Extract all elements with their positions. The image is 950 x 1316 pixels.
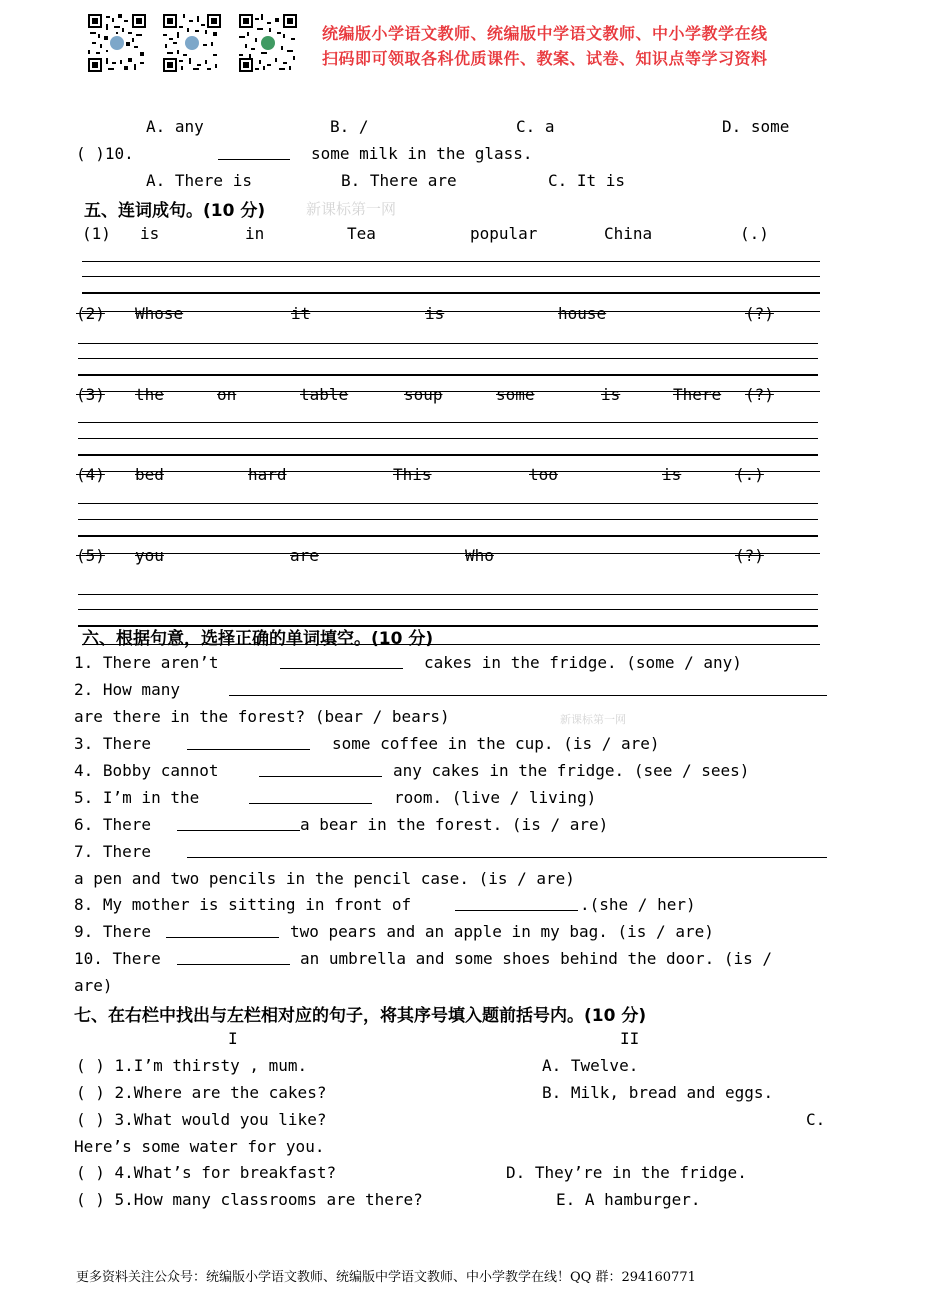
watermark-text: 新课标第一网 xyxy=(306,200,397,218)
column-ii-header: II xyxy=(620,1029,640,1048)
fill-in-4-blank xyxy=(259,761,382,781)
scrambled-word: table xyxy=(300,385,349,404)
writing-line xyxy=(82,311,820,312)
writing-line xyxy=(78,343,818,344)
q9-option-d: D. some xyxy=(722,117,790,136)
q10-answer-paren: ( )10. xyxy=(76,144,134,163)
fill-in-5-start: 5. I’m in the xyxy=(74,788,200,807)
scrambled-word: hard xyxy=(248,465,287,484)
fill-in-2-blank xyxy=(229,680,827,700)
scrambled-word: is xyxy=(140,224,160,243)
scrambled-word: too xyxy=(529,465,558,484)
scrambled-word: This xyxy=(393,465,432,484)
match-left-3: ( ) 3.What would you like? xyxy=(76,1110,327,1129)
scrambled-word: it xyxy=(291,304,311,323)
fill-in-10-end-continued: are) xyxy=(74,976,113,995)
match-left-2: ( ) 2.Where are the cakes? xyxy=(76,1083,327,1102)
item-number: (4) xyxy=(76,465,105,484)
writing-line xyxy=(82,471,820,472)
match-right-d: D. They’re in the fridge. xyxy=(506,1163,747,1182)
match-right-e: E. A hamburger. xyxy=(556,1190,701,1209)
scrambled-word: There xyxy=(673,385,722,404)
writing-line xyxy=(82,391,820,392)
fill-in-1-end: cakes in the fridge. (some / any) xyxy=(424,653,742,672)
fill-in-7-blank xyxy=(187,842,827,862)
header-promo-line-1: 统编版小学语文教师、统编版中学语文教师、中小学教学在线 xyxy=(322,24,768,43)
writing-line xyxy=(82,261,820,262)
match-left-1: ( ) 1.I’m thirsty , mum. xyxy=(76,1056,308,1075)
fill-in-8-end: .(she / her) xyxy=(580,895,696,914)
end-punctuation: (.) xyxy=(735,465,764,484)
fill-in-4-start: 4. Bobby cannot xyxy=(74,761,219,780)
writing-line xyxy=(78,422,818,423)
writing-line xyxy=(78,454,818,456)
qr-code-2 xyxy=(163,14,221,72)
match-left-4: ( ) 4.What’s for breakfast? xyxy=(76,1163,337,1182)
item-number: (2) xyxy=(76,304,105,323)
fill-in-1-blank xyxy=(280,653,403,673)
header-promo-line-2: 扫码即可领取各科优质课件、教案、试卷、知识点等学习资料 xyxy=(322,49,768,68)
fill-in-6-blank xyxy=(177,815,300,835)
fill-in-2-end: are there in the forest? (bear / bears) xyxy=(74,707,450,726)
q9-option-c: C. a xyxy=(516,117,555,136)
writing-line xyxy=(82,276,820,277)
footer-note: 更多资料关注公众号：统编版小学语文教师、统编版中学语文教师、中小学教学在线！QQ 群：294160771 xyxy=(76,1270,696,1285)
scrambled-word: you xyxy=(135,546,164,565)
fill-in-9-start: 9. There xyxy=(74,922,152,941)
scrambled-word: China xyxy=(604,224,653,243)
q9-option-a: A. any xyxy=(146,117,204,136)
fill-in-4-end: any cakes in the fridge. (see / sees) xyxy=(393,761,750,780)
writing-line xyxy=(78,374,818,376)
fill-in-7-end: a pen and two pencils in the pencil case. (is / are) xyxy=(74,869,575,888)
fill-in-5-end: room. (live / living) xyxy=(394,788,597,807)
scrambled-word: are xyxy=(290,546,319,565)
fill-in-8-start: 8. My mother is sitting in front of xyxy=(74,895,412,914)
item-number: (3) xyxy=(76,385,105,404)
end-punctuation: (?) xyxy=(745,385,774,404)
fill-in-2-start: 2. How many xyxy=(74,680,180,699)
item-number: (1) xyxy=(82,224,111,243)
qr-code-3 xyxy=(239,14,297,72)
scrambled-word: Who xyxy=(465,546,494,565)
item-number: (5) xyxy=(76,546,105,565)
scrambled-word: the xyxy=(135,385,164,404)
writing-line xyxy=(78,503,818,504)
match-right-b: B. Milk, bread and eggs. xyxy=(542,1083,774,1102)
writing-line xyxy=(78,535,818,537)
fill-in-10-blank xyxy=(177,949,290,969)
writing-line xyxy=(78,609,818,610)
scrambled-word: is xyxy=(425,304,445,323)
section-6-title: 六、根据句意，选择正确的单词填空。(10 分) xyxy=(82,629,434,649)
column-i-header: I xyxy=(228,1029,238,1048)
scrambled-word: popular xyxy=(470,224,538,243)
scrambled-word: Whose xyxy=(135,304,184,323)
q9-option-b: B. / xyxy=(330,117,369,136)
match-right-c-text: Here’s some water for you. xyxy=(74,1137,325,1156)
fill-in-7-start: 7. There xyxy=(74,842,152,861)
fill-in-8-blank xyxy=(455,895,578,915)
q10-option-c: C. It is xyxy=(548,171,626,190)
scrambled-word: is xyxy=(662,465,682,484)
match-right-c-label: C. xyxy=(806,1110,826,1129)
qr-code-1 xyxy=(88,14,146,72)
q10-blank xyxy=(218,144,290,164)
scrambled-word: on xyxy=(217,385,237,404)
q10-option-a: A. There is xyxy=(146,171,252,190)
section-5-title: 五、连词成句。(10 分) xyxy=(84,201,266,221)
match-right-a: A. Twelve. xyxy=(542,1056,639,1075)
writing-line xyxy=(78,358,818,359)
fill-in-3-blank xyxy=(187,734,310,754)
fill-in-3-end: some coffee in the cup. (is / are) xyxy=(332,734,660,753)
end-punctuation: (?) xyxy=(745,304,774,323)
scrambled-word: bed xyxy=(135,465,164,484)
writing-line xyxy=(82,292,820,294)
q10-sentence: some milk in the glass. xyxy=(311,144,533,163)
fill-in-3-start: 3. There xyxy=(74,734,152,753)
fill-in-10-end: an umbrella and some shoes behind the door. (is / xyxy=(300,949,773,968)
scrambled-word: Tea xyxy=(347,224,376,243)
writing-line xyxy=(82,644,820,645)
fill-in-9-end: two pears and an apple in my bag. (is / are) xyxy=(290,922,714,941)
writing-line xyxy=(78,594,818,595)
fill-in-9-blank xyxy=(166,922,279,942)
scrambled-word: in xyxy=(245,224,265,243)
fill-in-1-start: 1. There aren’t xyxy=(74,653,219,672)
scrambled-word: some xyxy=(496,385,535,404)
fill-in-10-start: 10. There xyxy=(74,949,161,968)
fill-in-6-start: 6. There xyxy=(74,815,152,834)
match-left-5: ( ) 5.How many classrooms are there? xyxy=(76,1190,423,1209)
fill-in-6-end: a bear in the forest. (is / are) xyxy=(300,815,609,834)
writing-line xyxy=(78,438,818,439)
writing-line xyxy=(82,553,820,554)
section-7-title: 七、在右栏中找出与左栏相对应的句子，将其序号填入题前括号内。(10 分) xyxy=(74,1006,647,1026)
writing-line xyxy=(78,519,818,520)
scrambled-word: house xyxy=(558,304,607,323)
watermark-text: 新课标第一网 xyxy=(560,713,626,726)
q10-option-b: B. There are xyxy=(341,171,457,190)
scrambled-word: soup xyxy=(404,385,443,404)
end-punctuation: (?) xyxy=(735,546,764,565)
end-punctuation: (.) xyxy=(740,224,769,243)
scrambled-word: is xyxy=(601,385,621,404)
fill-in-5-blank xyxy=(249,788,372,808)
